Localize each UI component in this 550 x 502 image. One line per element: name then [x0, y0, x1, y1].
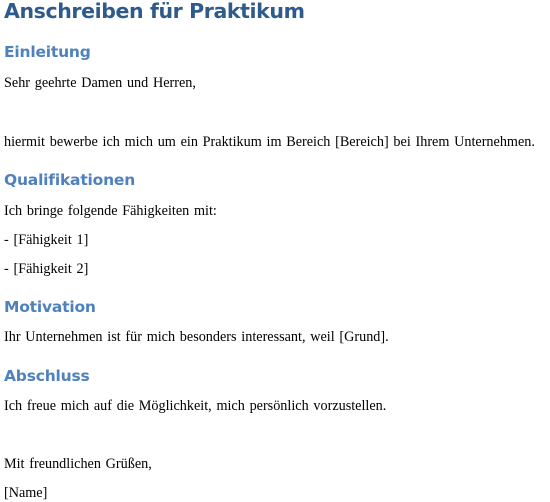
closing-paragraph: Ich freue mich auf die Möglichkeit, mich persönlich vorzustellen. [4, 398, 387, 414]
heading-motivation: Motivation [4, 298, 96, 316]
qualifications-lead: Ich bringe folgende Fähigkeiten mit: [4, 203, 217, 219]
heading-einleitung: Einleitung [4, 43, 91, 61]
motivation-paragraph: Ihr Unternehmen ist für mich besonders interessant, weil [Grund]. [4, 329, 389, 345]
intro-paragraph: hiermit bewerbe ich mich um ein Praktikum im Bereich [Bereich] bei Ihrem Unternehmen. [4, 134, 535, 150]
heading-qualifikationen: Qualifikationen [4, 171, 136, 189]
skill-item-1: - [Fähigkeit 1] [4, 232, 89, 248]
signoff: Mit freundlichen Grüßen, [4, 456, 152, 472]
salutation: Sehr geehrte Damen und Herren, [4, 75, 196, 91]
heading-abschluss: Abschluss [4, 367, 90, 385]
document-title: Anschreiben für Praktikum [4, 0, 305, 23]
signature-name: [Name] [4, 485, 48, 501]
skill-item-2: - [Fähigkeit 2] [4, 261, 89, 277]
